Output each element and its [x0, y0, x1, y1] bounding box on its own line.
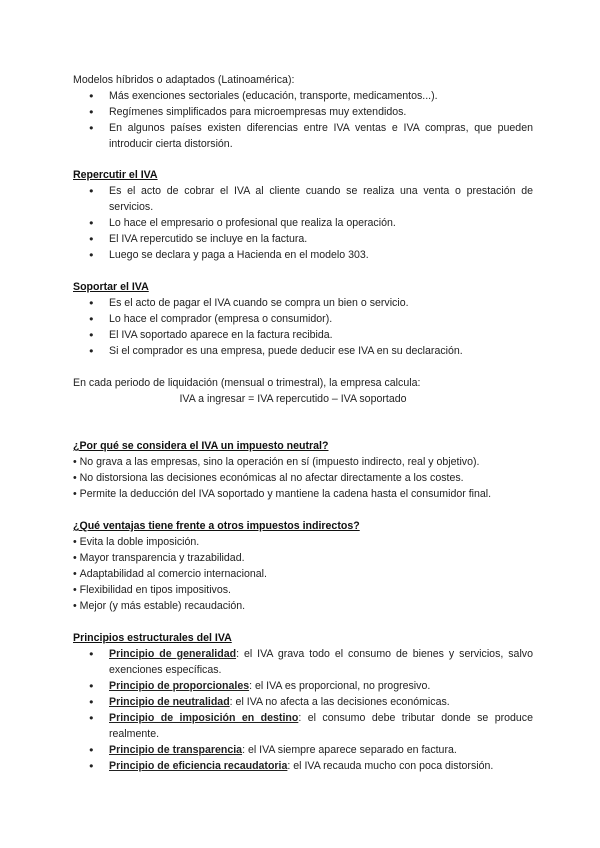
list-item: • Mayor transparencia y trazabilidad.: [73, 550, 533, 566]
liquidacion-text: En cada periodo de liquidación (mensual o trimestral), la empresa calcula:: [73, 377, 421, 389]
list-item: • No grava a las empresas, sino la operación en sí (impuesto indirecto, real y objetivo).: [73, 454, 533, 470]
principios-heading: Principios estructurales del IVA: [73, 632, 232, 644]
list-item: ● Luego se declara y paga a Hacienda en el modelo 303.: [73, 247, 533, 263]
ventajas-section: [73, 518, 533, 614]
soportar-heading: Soportar el IVA: [73, 281, 149, 293]
list-item: [73, 758, 533, 774]
soportar-section: [73, 279, 533, 359]
list-item: ● Regímenes simplificados para microempresas muy extendidos.: [73, 104, 533, 120]
principle-name: Principio de eficiencia recaudatoria: [109, 760, 288, 772]
principle-name: Principio de proporcionales: [109, 680, 250, 692]
list-item: ● El IVA repercutido se incluye en la factura.: [73, 231, 533, 247]
principle-text: : el IVA grava todo el consumo de bienes y servicios, salvo exenciones específicas.: [109, 648, 533, 676]
list-item: ● El IVA soportado aparece en la factura recibida.: [73, 327, 533, 343]
hibridos-intro: Modelos híbridos o adaptados (Latinoamérica):: [73, 74, 295, 86]
list-item: ● Más exenciones sectoriales (educación, transporte, medicamentos...).: [73, 88, 533, 104]
list-item: • No distorsiona las decisiones económicas al no afectar directamente a los costes.: [73, 470, 533, 486]
list-item: ● Es el acto de cobrar el IVA al cliente cuando se realiza una venta o prestación de servicios.: [73, 183, 533, 215]
principle-text: : el IVA no afecta a las decisiones económicas.: [229, 696, 450, 708]
hibridos-list: [73, 88, 533, 152]
liquidacion-section: [73, 375, 533, 407]
principios-list: [73, 646, 533, 774]
list-item: [73, 694, 533, 710]
principle-text: : el IVA siempre aparece separado en factura.: [242, 744, 457, 756]
principle-name: Principio de generalidad: [109, 648, 237, 660]
iva-formula: IVA a ingresar = IVA repercutido – IVA soportado: [179, 393, 407, 405]
list-item: • Permite la deducción del IVA soportado y mantiene la cadena hasta el consumidor final.: [73, 486, 533, 502]
principle-name: Principio de transparencia: [109, 744, 243, 756]
principle-name: Principio de imposición en destino: [109, 712, 299, 724]
list-item: ● Lo hace el empresario o profesional que realiza la operación.: [73, 215, 533, 231]
list-item: [73, 710, 533, 742]
principle-text: : el IVA recauda mucho con poca distorsión.: [287, 760, 494, 772]
repercutir-section: [73, 167, 533, 263]
principle-name: Principio de neutralidad: [109, 696, 230, 708]
list-item: • Evita la doble imposición.: [73, 534, 533, 550]
repercutir-heading: Repercutir el IVA: [73, 169, 158, 181]
principle-text: : el consumo debe tributar donde se produce realmente.: [109, 712, 533, 740]
ventajas-heading: ¿Qué ventajas tiene frente a otros impuestos indirectos?: [73, 520, 360, 532]
soportar-list: [73, 295, 533, 359]
list-item: [73, 742, 533, 758]
neutral-section: [73, 438, 533, 502]
list-item: ● Si el comprador es una empresa, puede deducir ese IVA en su declaración.: [73, 343, 533, 359]
list-item: ● En algunos países existen diferencias entre IVA ventas e IVA compras, que pueden introducir cierta distorsión.: [73, 120, 533, 152]
list-item: ● Es el acto de pagar el IVA cuando se compra un bien o servicio.: [73, 295, 533, 311]
list-item: ● Lo hace el comprador (empresa o consumidor).: [73, 311, 533, 327]
neutral-heading: ¿Por qué se considera el IVA un impuesto neutral?: [73, 440, 329, 452]
ventajas-list: [73, 534, 533, 614]
list-item: • Mejor (y más estable) recaudación.: [73, 598, 533, 614]
list-item: • Adaptabilidad al comercio internacional.: [73, 566, 533, 582]
hibridos-section: [73, 72, 533, 152]
list-item: [73, 646, 533, 678]
list-item: • Flexibilidad en tipos impositivos.: [73, 582, 533, 598]
principios-section: [73, 630, 533, 774]
principle-text: : el IVA es proporcional, no progresivo.: [249, 680, 431, 692]
list-item: [73, 678, 533, 694]
repercutir-list: [73, 183, 533, 263]
neutral-list: [73, 454, 533, 502]
